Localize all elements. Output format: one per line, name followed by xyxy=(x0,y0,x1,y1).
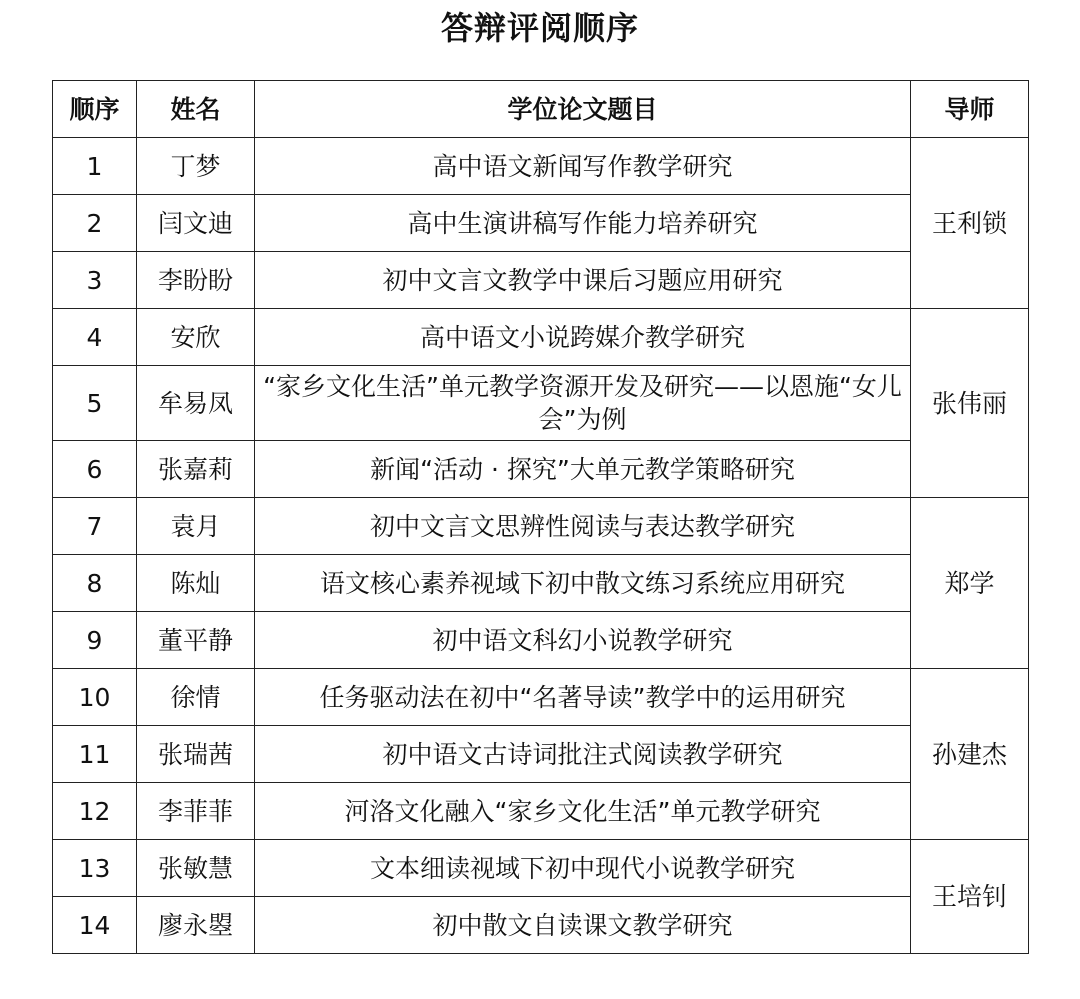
table-row xyxy=(53,897,1029,954)
table-row xyxy=(53,669,1029,726)
thesis-title-cell: 初中语文古诗词批注式阅读教学研究 xyxy=(255,726,911,783)
table-row xyxy=(53,555,1029,612)
thesis-title-cell: “家乡文化生活”单元教学资源开发及研究——以恩施“女儿会”为例 xyxy=(255,366,911,441)
student-name-cell: 张敏慧 xyxy=(137,840,255,897)
student-name-cell: 闫文迪 xyxy=(137,195,255,252)
student-name-cell: 李菲菲 xyxy=(137,783,255,840)
advisor-cell: 王利锁 xyxy=(911,138,1029,309)
thesis-title-cell: 初中文言文教学中课后习题应用研究 xyxy=(255,252,911,309)
order-cell: 14 xyxy=(53,897,137,954)
table-row xyxy=(53,138,1029,195)
table-row xyxy=(53,441,1029,498)
thesis-title-cell: 高中生演讲稿写作能力培养研究 xyxy=(255,195,911,252)
order-cell: 1 xyxy=(53,138,137,195)
order-cell: 7 xyxy=(53,498,137,555)
student-name-cell: 李盼盼 xyxy=(137,252,255,309)
thesis-title-cell: 任务驱动法在初中“名著导读”教学中的运用研究 xyxy=(255,669,911,726)
student-name-cell: 陈灿 xyxy=(137,555,255,612)
table-row xyxy=(53,366,1029,441)
order-cell: 8 xyxy=(53,555,137,612)
thesis-title-cell: 文本细读视域下初中现代小说教学研究 xyxy=(255,840,911,897)
student-name-cell: 张瑞茜 xyxy=(137,726,255,783)
advisor-cell: 孙建杰 xyxy=(911,669,1029,840)
advisor-cell: 郑学 xyxy=(911,498,1029,669)
order-cell: 4 xyxy=(53,309,137,366)
defense-schedule-table xyxy=(52,80,1029,954)
student-name-cell: 徐情 xyxy=(137,669,255,726)
order-cell: 9 xyxy=(53,612,137,669)
thesis-title-cell: 高中语文新闻写作教学研究 xyxy=(255,138,911,195)
page-title: 答辩评阅顺序 xyxy=(440,9,639,47)
order-cell: 6 xyxy=(53,441,137,498)
header-row xyxy=(53,81,1029,138)
student-name-cell: 董平静 xyxy=(137,612,255,669)
thesis-title-cell: 初中语文科幻小说教学研究 xyxy=(255,612,911,669)
table-row xyxy=(53,498,1029,555)
thesis-title-cell: 新闻“活动 · 探究”大单元教学策略研究 xyxy=(255,441,911,498)
student-name-cell: 廖永曌 xyxy=(137,897,255,954)
student-name-cell: 安欣 xyxy=(137,309,255,366)
advisor-cell: 王培钊 xyxy=(911,840,1029,954)
header-thesis-title: 学位论文题目 xyxy=(255,81,911,138)
order-cell: 3 xyxy=(53,252,137,309)
order-cell: 10 xyxy=(53,669,137,726)
thesis-title-cell: 语文核心素养视域下初中散文练习系统应用研究 xyxy=(255,555,911,612)
table-row xyxy=(53,252,1029,309)
advisor-cell: 张伟丽 xyxy=(911,309,1029,498)
table-row xyxy=(53,840,1029,897)
table-row xyxy=(53,195,1029,252)
table-row xyxy=(53,783,1029,840)
header-order: 顺序 xyxy=(53,81,137,138)
thesis-title-cell: 初中文言文思辨性阅读与表达教学研究 xyxy=(255,498,911,555)
thesis-title-cell: 初中散文自读课文教学研究 xyxy=(255,897,911,954)
order-cell: 13 xyxy=(53,840,137,897)
student-name-cell: 张嘉莉 xyxy=(137,441,255,498)
table-row xyxy=(53,612,1029,669)
thesis-title-cell: 高中语文小说跨媒介教学研究 xyxy=(255,309,911,366)
header-advisor: 导师 xyxy=(911,81,1029,138)
table-row xyxy=(53,726,1029,783)
order-cell: 11 xyxy=(53,726,137,783)
order-cell: 5 xyxy=(53,366,137,441)
order-cell: 12 xyxy=(53,783,137,840)
header-name: 姓名 xyxy=(137,81,255,138)
order-cell: 2 xyxy=(53,195,137,252)
student-name-cell: 丁梦 xyxy=(137,138,255,195)
student-name-cell: 袁月 xyxy=(137,498,255,555)
table-row xyxy=(53,309,1029,366)
student-name-cell: 牟易凤 xyxy=(137,366,255,441)
thesis-title-cell: 河洛文化融入“家乡文化生活”单元教学研究 xyxy=(255,783,911,840)
